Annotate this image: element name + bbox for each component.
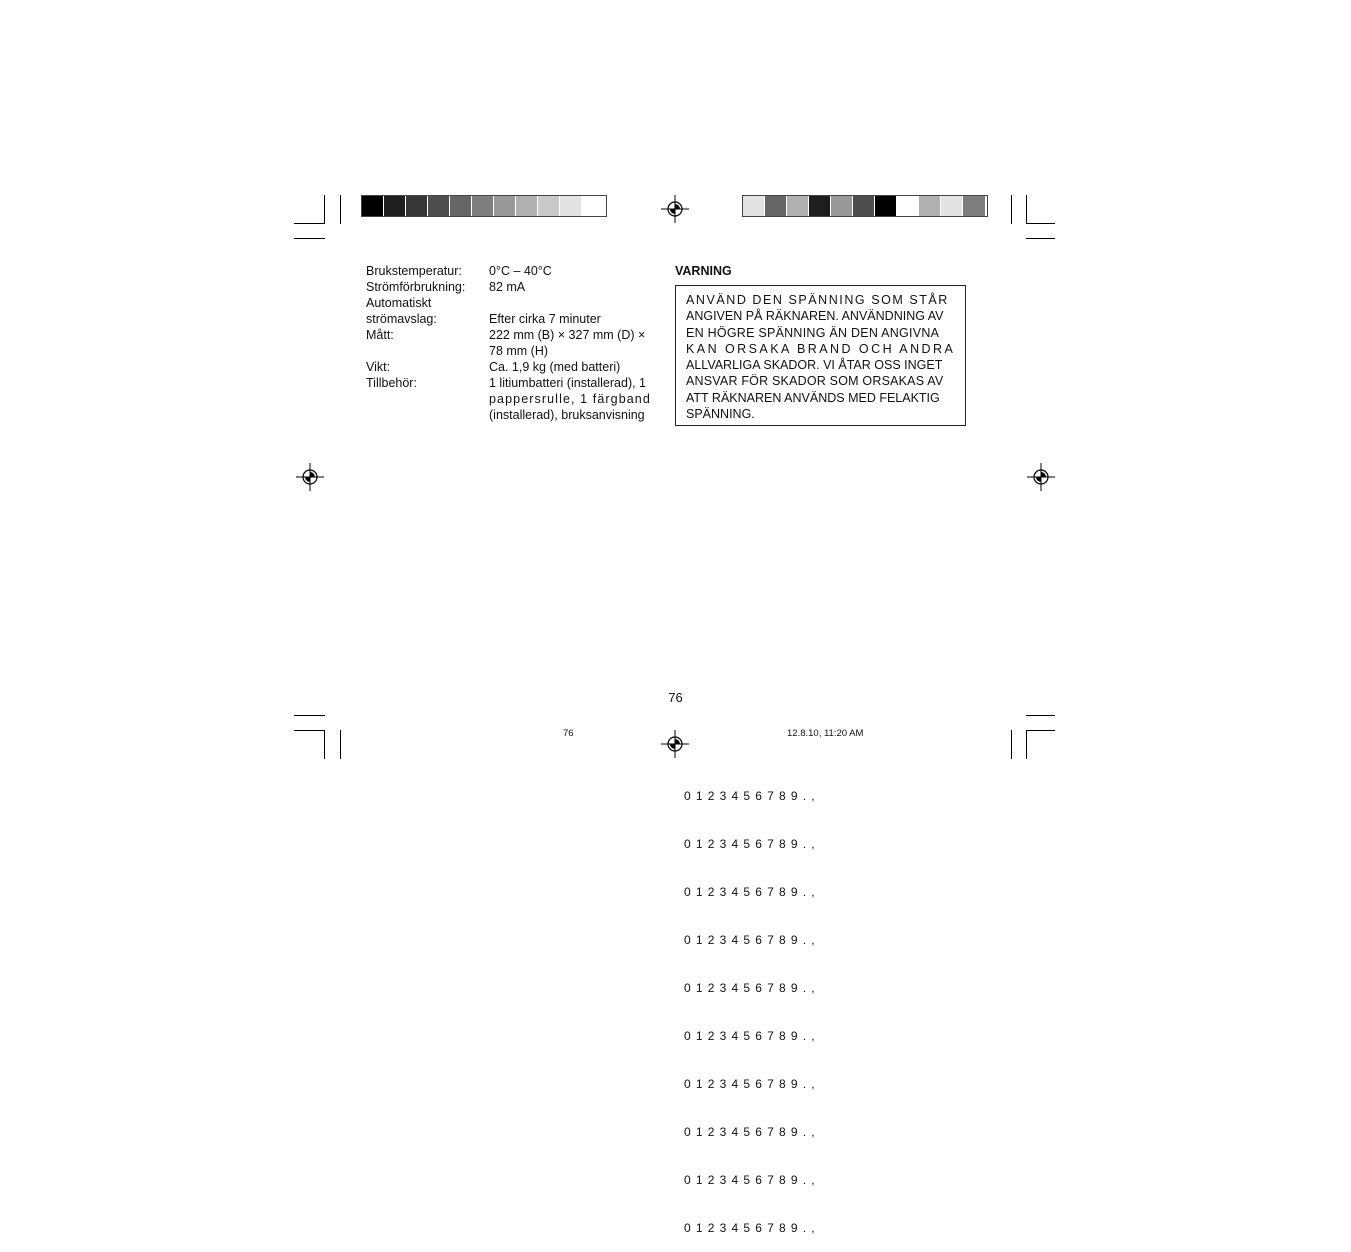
color-swatch xyxy=(472,196,494,216)
color-calibration-bar-left xyxy=(361,195,607,217)
spec-row xyxy=(366,311,659,327)
digit-row: 0123456789., xyxy=(684,1173,820,1187)
color-swatch xyxy=(362,196,384,216)
spec-label: Automatiskt xyxy=(366,296,432,310)
warning-line: EN HÖGRE SPÄNNING ÄN DEN ANGIVNA xyxy=(686,325,940,340)
digit-row: 0123456789., xyxy=(684,837,820,851)
color-swatch xyxy=(428,196,450,216)
spec-value: 78 mm (H) xyxy=(489,344,549,358)
warning-line: ANSVAR FÖR SKADOR SOM ORSAKAS AV xyxy=(686,374,944,389)
color-swatch xyxy=(963,196,985,216)
warning-line: ANGIVEN PÅ RÄKNAREN. ANVÄNDNING AV xyxy=(686,309,944,324)
digit-row: 0123456789., xyxy=(684,1077,820,1091)
footer-timestamp: 12.8.10, 11:20 AM xyxy=(787,728,864,739)
spec-row xyxy=(366,295,659,311)
digit-row: 0123456789., xyxy=(684,1029,820,1043)
color-swatch xyxy=(582,196,604,216)
color-swatch xyxy=(809,196,831,216)
crop-mark xyxy=(294,223,325,224)
crop-mark xyxy=(294,238,325,239)
digit-row: 0123456789., xyxy=(684,1125,820,1139)
crop-mark xyxy=(1026,195,1027,224)
spec-value: pappersrulle, 1 färgband xyxy=(489,392,651,406)
crop-mark xyxy=(1026,730,1027,759)
color-calibration-bar-right xyxy=(742,195,988,217)
color-swatch xyxy=(560,196,582,216)
warning-line: ATT RÄKNAREN ANVÄNDS MED FELAKTIG xyxy=(686,390,940,405)
spec-label xyxy=(366,391,489,407)
color-swatch xyxy=(941,196,963,216)
crop-mark xyxy=(1011,730,1012,759)
warning-line: SPÄNNING. xyxy=(686,407,755,422)
spec-value: 222 mm (B) × 327 mm (D) × xyxy=(489,328,646,342)
spec-row xyxy=(366,279,659,295)
warning-line: ANVÄND DEN SPÄNNING SOM STÅR xyxy=(686,293,949,307)
crop-mark xyxy=(340,730,341,759)
spec-row xyxy=(366,391,659,407)
spec-label: strömavslag: xyxy=(366,312,437,326)
spec-value: Efter cirka 7 minuter xyxy=(489,312,601,326)
crop-mark xyxy=(324,730,325,759)
color-swatch xyxy=(516,196,538,216)
spec-value: 0°C – 40°C xyxy=(489,264,552,278)
spec-label: Brukstemperatur: xyxy=(366,264,462,278)
crop-mark xyxy=(1026,223,1055,224)
spec-label: Tillbehör: xyxy=(366,376,417,390)
color-swatch xyxy=(787,196,809,216)
spec-row xyxy=(366,375,659,391)
color-swatch xyxy=(538,196,560,216)
spec-row xyxy=(366,343,659,359)
digit-test-rows xyxy=(684,756,820,1252)
spec-value xyxy=(489,295,659,311)
registration-target-icon xyxy=(296,463,324,491)
spec-value: 1 litiumbatteri (installerad), 1 xyxy=(489,376,647,390)
crop-mark xyxy=(1011,195,1012,224)
color-swatch xyxy=(919,196,941,216)
crop-mark xyxy=(324,195,325,224)
color-swatch xyxy=(384,196,406,216)
color-swatch xyxy=(743,196,765,216)
color-swatch xyxy=(494,196,516,216)
warning-line: ALLVARLIGA SKADOR. VI ÅTAR OSS INGET xyxy=(686,358,943,373)
spec-value: 82 mA xyxy=(489,280,526,294)
color-swatch xyxy=(450,196,472,216)
warning-title: VARNING xyxy=(675,264,732,278)
spec-row xyxy=(366,359,659,375)
spec-row xyxy=(366,327,659,343)
color-swatch xyxy=(853,196,875,216)
warning-line: KAN ORSAKA BRAND OCH ANDRA xyxy=(686,341,956,356)
spec-value: (installerad), bruksanvisning xyxy=(489,408,645,422)
crop-mark xyxy=(1026,715,1055,716)
registration-target-icon xyxy=(1027,463,1055,491)
warning-box xyxy=(675,285,966,426)
spec-label: Mått: xyxy=(366,328,394,342)
spec-label: Strömförbrukning: xyxy=(366,280,466,294)
spec-row xyxy=(366,263,659,279)
digit-row: 0123456789., xyxy=(684,885,820,899)
specifications-table xyxy=(366,263,659,423)
registration-target-icon xyxy=(661,195,689,223)
page-number: 76 xyxy=(668,690,683,705)
digit-row: 0123456789., xyxy=(684,933,820,947)
color-swatch xyxy=(897,196,919,216)
digit-row: 0123456789., xyxy=(684,981,820,995)
digit-row: 0123456789., xyxy=(684,1221,820,1235)
crop-mark xyxy=(1026,730,1055,731)
spec-row xyxy=(366,407,659,423)
footer-page: 76 xyxy=(563,728,574,739)
color-swatch xyxy=(875,196,897,216)
color-swatch xyxy=(406,196,428,216)
crop-mark xyxy=(294,730,325,731)
crop-mark xyxy=(340,195,341,224)
registration-target-icon xyxy=(661,730,689,758)
spec-value: Ca. 1,9 kg (med batteri) xyxy=(489,360,621,374)
crop-mark xyxy=(1026,238,1055,239)
color-swatch xyxy=(765,196,787,216)
crop-mark xyxy=(294,715,325,716)
digit-row: 0123456789., xyxy=(684,789,820,803)
spec-label xyxy=(366,343,489,359)
spec-label: Vikt: xyxy=(366,360,391,374)
color-swatch xyxy=(831,196,853,216)
spec-label xyxy=(366,407,489,423)
